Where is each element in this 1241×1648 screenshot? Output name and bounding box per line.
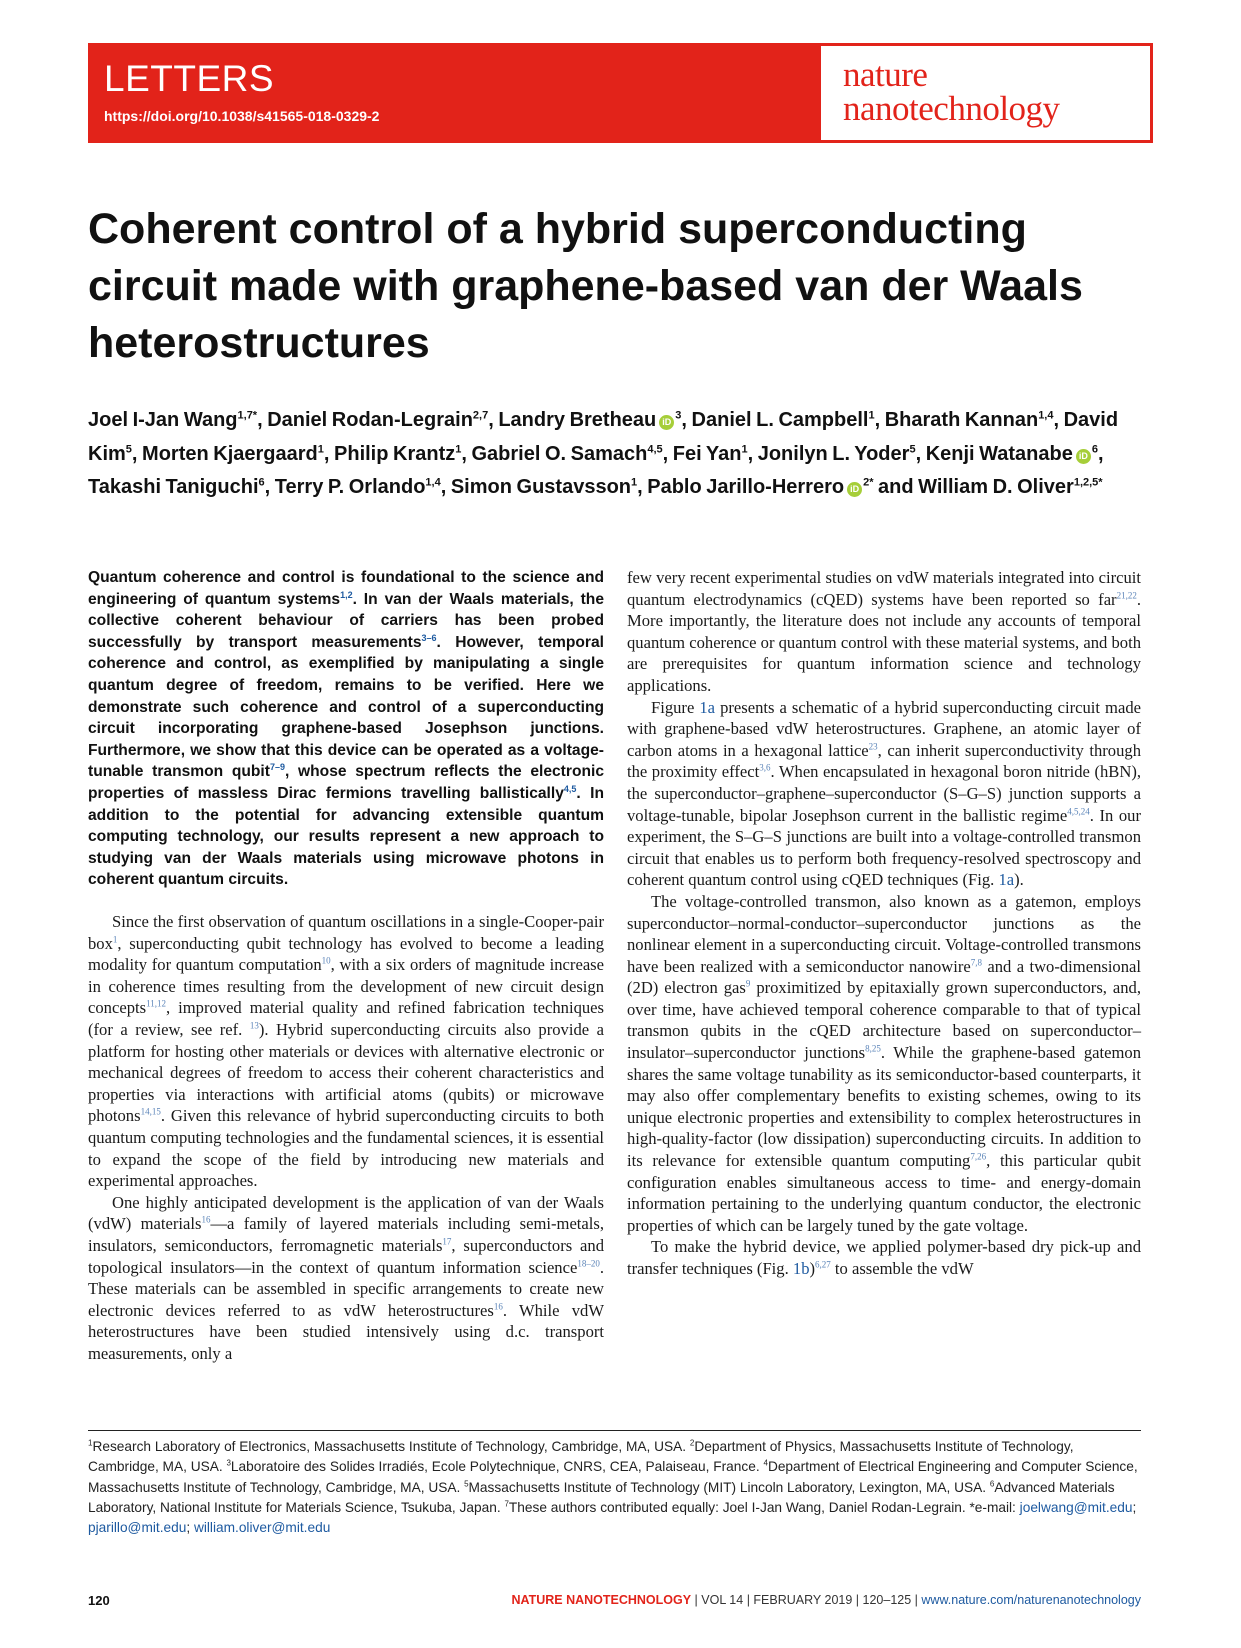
email-link[interactable]: william.oliver@mit.edu [193, 1520, 331, 1536]
author-separator: , [1098, 442, 1104, 465]
article-title: Coherent control of a hybrid superconducting circuit made with graphene-based van der Waals heterostructures [88, 205, 1083, 367]
citation-ref[interactable]: 16 [201, 1214, 211, 1225]
citation-ref[interactable]: 5 [464, 1479, 469, 1489]
text-run: . More importantly, the literature does not include any accounts of temporal quantum coherence or quantum control with these material systems, and both are prerequisites for quantum information science and technology applications. [627, 589, 1141, 695]
citation-ref[interactable]: 8,25 [865, 1043, 881, 1054]
citation-ref[interactable]: 9 [745, 978, 751, 989]
citation-ref[interactable]: 1 [112, 934, 118, 945]
author-separator: , [662, 442, 673, 465]
text-run: ). [1014, 870, 1024, 890]
footer-journal: NATURE NANOTECHNOLOGY [511, 1593, 692, 1607]
author-name[interactable]: David Kim [88, 409, 1119, 465]
text-run: . However, temporal coherence and control, as exemplified by manipulating a single quantum degree of freedom, remains to be verified. Here we demonstrate such coherence and control of a superconducting circuit incorporating graphene-based Josephson junctions. Furthermore, we show that this device can be operated as a voltage-tunable transmon qubit [88, 633, 604, 781]
text-run: ). Hybrid superconducting circuits also provide a platform for hosting other materials or devices with alternative electronic or mechanical degrees of freedom to access their coherent characteristics and properties via interactions with artificial atoms (qubits) or microwave photons [88, 1019, 605, 1126]
text-run: Figure [651, 697, 700, 717]
body-paragraph [88, 1192, 604, 1365]
text-run: Massachusetts Institute of Technology (MIT) Lincoln Laboratory, Lexington, MA, USA. [468, 1479, 990, 1495]
email-link[interactable]: pjarillo@mit.edu [88, 1520, 187, 1536]
author-separator: , [637, 476, 648, 498]
citation-ref[interactable]: 14,15 [140, 1106, 161, 1117]
author-affiliation-sup: 5 [909, 442, 916, 455]
author-affiliation-sup: 2,7 [472, 409, 489, 422]
journal-logo[interactable] [843, 55, 1060, 128]
author-name[interactable]: Landry Bretheau [498, 409, 657, 431]
page-footer [511, 1593, 1141, 1607]
author-separator: , [323, 442, 335, 465]
journal-logo-line2: nanotechnology [843, 89, 1060, 128]
abstract [88, 567, 604, 891]
body-paragraph [627, 567, 1141, 697]
citation-ref[interactable]: 6,27 [815, 1259, 831, 1270]
footer-pages: 120–125 [862, 1593, 912, 1607]
citation-ref[interactable]: 7,8 [970, 957, 982, 968]
text-run: ; [1132, 1499, 1137, 1515]
text-run: Research Laboratory of Electronics, Massachusetts Institute of Technology, Cambridge, MA, USA. [92, 1439, 690, 1454]
author-separator: , [747, 442, 758, 465]
figure-ref[interactable]: 1a [998, 870, 1015, 890]
text-run: , whose spectrum reflects the electronic properties of massless Dirac fermions travelling ballistically [88, 763, 605, 802]
body-column-right [627, 567, 1141, 1280]
author-affiliation-sup: 1 [317, 442, 324, 455]
footer-separator: | [691, 1593, 702, 1607]
author-name[interactable]: Philip Krantz [334, 442, 456, 465]
author-name[interactable]: Terry P. Orlando [274, 476, 426, 498]
author-name[interactable]: Bharath Kannan [884, 409, 1039, 431]
citation-ref[interactable]: 13 [249, 1020, 259, 1031]
author-name[interactable]: Kenji Watanabe [925, 442, 1073, 465]
author-affiliation-sup: 3 [675, 409, 682, 422]
body-paragraph [627, 891, 1141, 1237]
author-affiliation-sup: 4,5 [647, 442, 663, 455]
text-run: . While the graphene-based gatemon shares the same voltage tunability as its semiconductor-based counterparts, it may also offer complementary benefits to existing schemes, owing to its unique electronic properties and extensibility to complex heterostructures in high-quality-factor (low dissipation) superconducting circuits. In addition to its relevance for extensible quantum computing [627, 1043, 1142, 1171]
author-name[interactable]: Morten Kjaergaard [142, 442, 318, 465]
journal-logo-line1: nature [843, 55, 928, 94]
citation-ref[interactable]: 16 [493, 1301, 503, 1312]
page-number: 120 [88, 1593, 110, 1608]
citation-ref[interactable]: 7 [504, 1499, 509, 1509]
author-name[interactable]: Simon Gustavsson [450, 476, 631, 498]
author-separator: , [264, 476, 275, 498]
citation-ref[interactable]: 3,6 [759, 762, 771, 773]
author-separator: , [1053, 409, 1064, 431]
author-name[interactable]: Gabriel O. Samach [471, 442, 648, 465]
author-affiliation-sup: 1 [741, 442, 748, 455]
citation-ref[interactable]: 23 [868, 741, 878, 752]
author-separator: , [874, 409, 885, 431]
affiliations-footnote [88, 1437, 1146, 1538]
footer-separator: | [743, 1593, 754, 1607]
text-run: , superconductors and topological insulators—in the context of quantum information science [88, 1235, 604, 1277]
text-run: Laboratoire des Solides Irradiés, Ecole Polytechnique, CNRS, CEA, Palaiseau, France. [230, 1459, 764, 1475]
text-run: Department of Physics, Massachusetts Institute of Technology, Cambridge, MA, USA. [88, 1439, 1074, 1475]
text-run: Advanced Materials Laboratory, National Institute for Materials Science, Tsukuba, Japan. [88, 1479, 1115, 1515]
citation-ref[interactable]: 3–6 [421, 632, 437, 643]
footer-date: FEBRUARY 2019 [753, 1593, 853, 1607]
text-run: . These materials can be assembled in specific arrangements to create new electronic devices referred to as vdW heterostructures [88, 1257, 604, 1320]
email-link[interactable]: joelwang@mit.edu [1019, 1499, 1133, 1515]
citation-ref[interactable]: 4 [763, 1458, 768, 1468]
citation-ref[interactable]: 1 [88, 1438, 93, 1448]
author-name[interactable]: Joel I-Jan Wang [88, 409, 238, 431]
figure-ref[interactable]: 1a [699, 697, 716, 717]
text-run: proximitized by epitaxially grown superconductors, and, over time, have achieved temporal coherence comparable to that of typical transmon qubits in the cQED architecture based on superconductor–insulator–superconductor junctions [627, 978, 1141, 1063]
author-name[interactable]: William D. Oliver [918, 476, 1074, 498]
text-run: ) [809, 1259, 816, 1278]
text-run: presents a schematic of a hybrid superconducting circuit made with graphene-based vdW heterostructures. Graphene, an atomic layer of carbon atoms in a hexagonal lattice [627, 697, 1141, 760]
footnote-divider [88, 1430, 1141, 1431]
text-run: . In our experiment, the S–G–S junctions are built into a voltage-controlled transmon circuit that enables us to perform both frequency-resolved spectroscopy and coherent quantum control using cQED techniques (Fig. [627, 805, 1141, 890]
author-name[interactable]: Daniel Rodan-Legrain [267, 409, 473, 431]
author-separator: , [681, 409, 692, 431]
text-run: . In addition to the potential for advancing extensible quantum computing technology, our results represent a new approach to studying van der Waals materials using microwave photons in coherent quantum circuits. [88, 784, 604, 889]
text-run: , this particular qubit configuration enables simultaneous access to time- and energy-domain information pertaining to the underlying quantum conductor, the electronic properties of which can be largely tuned by the gate voltage. [627, 1151, 1141, 1235]
orcid-icon[interactable]: iD [1076, 449, 1091, 464]
author-list [88, 404, 1158, 505]
author-affiliation-sup: 5 [125, 442, 132, 455]
author-name[interactable]: Takashi Taniguchi [88, 476, 259, 498]
text-run: ; [186, 1520, 194, 1536]
text-run: and a two-dimensional (2D) electron gas [627, 956, 1141, 998]
author-separator: , [440, 476, 451, 498]
text-run: . Given this relevance of hybrid superconducting circuits to both quantum computing technologies and the fundamental sciences, it is essential to expand the scope of the field by introducing new materials and experimental approaches. [88, 1106, 604, 1191]
footer-url[interactable]: www.nature.com/naturenanotechnology [921, 1593, 1141, 1607]
citation-ref[interactable]: 17 [442, 1236, 452, 1247]
citation-ref[interactable]: 1,2 [340, 589, 353, 600]
text-run: —a family of layered materials including semi-metals, insulators, semiconductors, ferromagnetic materials [88, 1214, 605, 1255]
author-affiliation-sup: 1,7* [237, 409, 258, 422]
author-affiliation-sup: 1,2,5* [1073, 476, 1103, 489]
citation-ref[interactable]: 10 [321, 955, 331, 966]
citation-ref[interactable]: 7,26 [970, 1151, 987, 1162]
doi-link[interactable]: https://doi.org/10.1038/s41565-018-0329-2 [104, 108, 380, 124]
author-affiliation-sup: 1 [455, 442, 462, 455]
footer-volume: VOL 14 [701, 1593, 744, 1607]
author-separator: , [915, 442, 926, 465]
footer-separator: | [852, 1593, 863, 1607]
footer-separator: | [911, 1593, 922, 1607]
text-run: , can inherit superconductivity through the proximity effect [627, 740, 1141, 782]
author-separator: , [257, 409, 268, 431]
body-column-left [88, 911, 604, 1364]
author-affiliation-sup: 6 [258, 476, 265, 489]
citation-ref[interactable]: 7–9 [269, 762, 285, 773]
citation-ref[interactable]: 18–20 [577, 1257, 600, 1268]
body-paragraph [627, 1236, 1141, 1279]
author-name[interactable]: Jonilyn L. Yoder [757, 442, 910, 465]
text-run: , with a six orders of magnitude increase in coherence times resulting from the development of new circuit design concepts [88, 955, 605, 1018]
orcid-icon[interactable]: iD [847, 482, 862, 497]
author-affiliation-sup: 1,4 [1038, 409, 1054, 422]
text-run: , superconducting qubit technology has evolved to become a leading modality for quantum computation [88, 933, 604, 975]
text-run: Department of Electrical Engineering and Computer Science, Massachusetts Institute of Technology, Cambridge, MA, USA. [88, 1459, 1138, 1495]
author-affiliation-sup: 1 [631, 476, 638, 489]
citation-ref[interactable]: 11,12 [146, 998, 166, 1009]
text-run: To make the hybrid device, we applied polymer-based dry pick-up and transfer techniques (Fig. [627, 1237, 1141, 1278]
citation-ref[interactable]: 21,22 [1116, 590, 1137, 601]
text-run: The voltage-controlled transmon, also known as a gatemon, employs superconductor–normal-conductor–superconductor junctions as the nonlinear element in a superconducting circuit. Voltage-controlled transmons have been realized with a semiconductor nanowire [627, 891, 1141, 976]
body-paragraph [627, 697, 1141, 891]
figure-ref[interactable]: 1b [792, 1259, 810, 1278]
text-run: Since the first observation of quantum oscillations in a single-Cooper-pair box [88, 912, 604, 953]
citation-ref[interactable]: 4,5,24 [1067, 806, 1090, 816]
orcid-icon[interactable]: iD [659, 415, 674, 430]
author-separator: , [131, 442, 143, 465]
text-run: , improved material quality and refined fabrication techniques (for a review, see ref. [88, 998, 604, 1039]
author-name[interactable]: Pablo Jarillo-Herrero [647, 476, 845, 498]
citation-ref[interactable]: 4,5 [563, 783, 577, 794]
text-run: . While vdW heterostructures have been studied intensively using d.c. transport measurements, only a [88, 1300, 604, 1363]
author-affiliation-sup: 2* [863, 476, 874, 489]
citation-ref[interactable]: 2 [689, 1438, 695, 1448]
text-run: . In van der Waals materials, the collective coherent behaviour of carriers has been probed successfully by transport measurements [88, 590, 604, 651]
author-affiliation-sup: 1,4 [425, 476, 441, 489]
text-run: These authors contributed equally: Joel I-Jan Wang, Daniel Rodan-Legrain. *e-mail: [508, 1499, 1020, 1515]
author-separator: , [461, 442, 472, 465]
author-separator: , [488, 409, 499, 431]
author-name[interactable]: Daniel L. Campbell [691, 409, 869, 431]
citation-ref[interactable]: 3 [226, 1458, 231, 1468]
author-separator: and [873, 476, 919, 498]
author-affiliation-sup: 1 [868, 409, 875, 422]
text-run: . When encapsulated in hexagonal boron nitride (hBN), the superconductor–graphene–superconductor (S–G–S) junction supports a voltage-tunable, bipolar Josephson current in the ballistic regime [627, 762, 1141, 825]
body-paragraph [88, 911, 604, 1192]
text-run: few very recent experimental studies on vdW materials integrated into circuit quantum electrodynamics (cQED) systems have been reported so far [627, 568, 1141, 609]
text-run: Quantum coherence and control is foundational to the science and engineering of quantum systems [88, 569, 604, 608]
text-run: One highly anticipated development is the application of van der Waals (vdW) materials [88, 1192, 604, 1234]
author-name[interactable]: Fei Yan [672, 442, 742, 465]
section-label: LETTERS [104, 58, 275, 99]
text-run: to assemble the vdW [830, 1259, 974, 1278]
author-affiliation-sup: 6 [1091, 442, 1098, 455]
citation-ref[interactable]: 6 [989, 1479, 995, 1489]
